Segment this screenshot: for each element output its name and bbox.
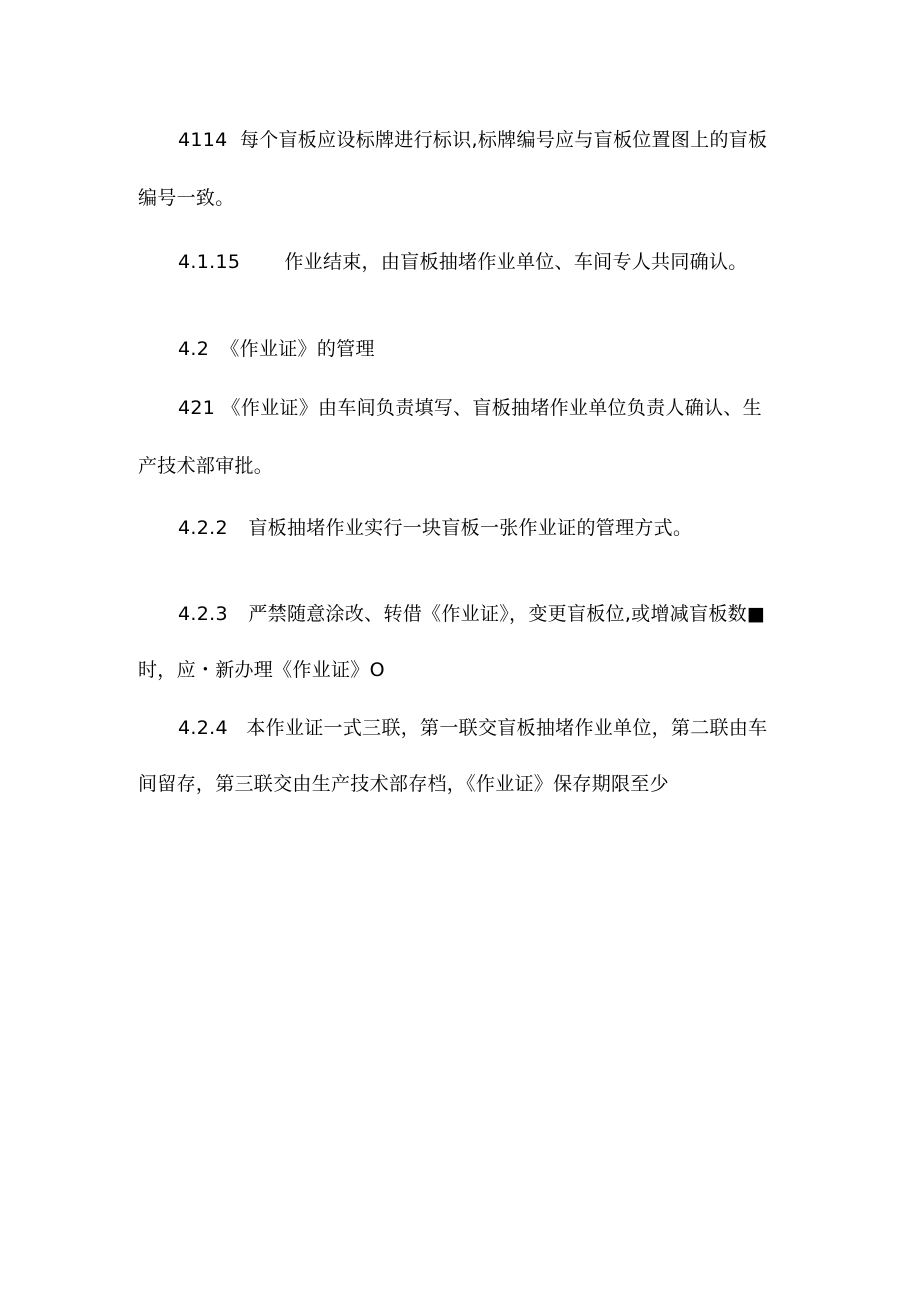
clause-number: 4114 <box>178 129 228 151</box>
clause-number: 4.2.4 <box>178 717 228 739</box>
clause-text: 《作业证》由车间负责填写、盲板抽堵作业单位负责人确认、生 <box>221 397 762 419</box>
clause-text: 严禁随意涂改、转借《作业证》，变更盲板位,或增减盲板数■ <box>248 603 766 625</box>
paragraph-4-2-1-line-1 <box>178 396 762 420</box>
paragraph-4-1-14-line-1 <box>178 128 767 152</box>
clause-text: 盲板抽堵作业实行一块盲板一张作业证的管理方式。 <box>248 517 693 539</box>
clause-number: 4.2 <box>178 338 210 360</box>
paragraph-4-2-2 <box>178 516 692 540</box>
clause-text: 编号一致。 <box>138 187 235 209</box>
paragraph-4-2-4-line-2 <box>138 772 669 796</box>
section-4-2-heading <box>178 337 375 361</box>
clause-text: 时，应・新办理《作业证》O <box>138 659 385 681</box>
clause-text: 每个盲板应设标牌进行标识,标牌编号应与盲板位置图上的盲板 <box>239 129 768 151</box>
paragraph-4-1-15 <box>178 250 748 274</box>
paragraph-4-2-3-line-1 <box>178 602 765 626</box>
clause-text: 间留存，第三联交由生产技术部存档，《作业证》保存期限至少 <box>138 773 669 795</box>
clause-text: 本作业证一式三联，第一联交盲板抽堵作业单位，第二联由车 <box>246 717 768 739</box>
section-title: 《作业证》的管理 <box>220 338 375 360</box>
clause-number: 421 <box>178 397 216 419</box>
clause-number: 4.1.15 <box>178 251 241 273</box>
clause-number: 4.2.3 <box>178 603 228 625</box>
paragraph-4-2-3-line-2 <box>138 658 385 682</box>
clause-text: 作业结束，由盲板抽堵作业单位、车间专人共同确认。 <box>284 251 748 273</box>
paragraph-4-1-14-line-2 <box>138 186 235 210</box>
paragraph-4-2-1-line-2 <box>138 454 273 478</box>
clause-number: 4.2.2 <box>178 517 228 539</box>
paragraph-4-2-4-line-1 <box>178 716 767 740</box>
clause-text: 产技术部审批。 <box>138 455 274 477</box>
